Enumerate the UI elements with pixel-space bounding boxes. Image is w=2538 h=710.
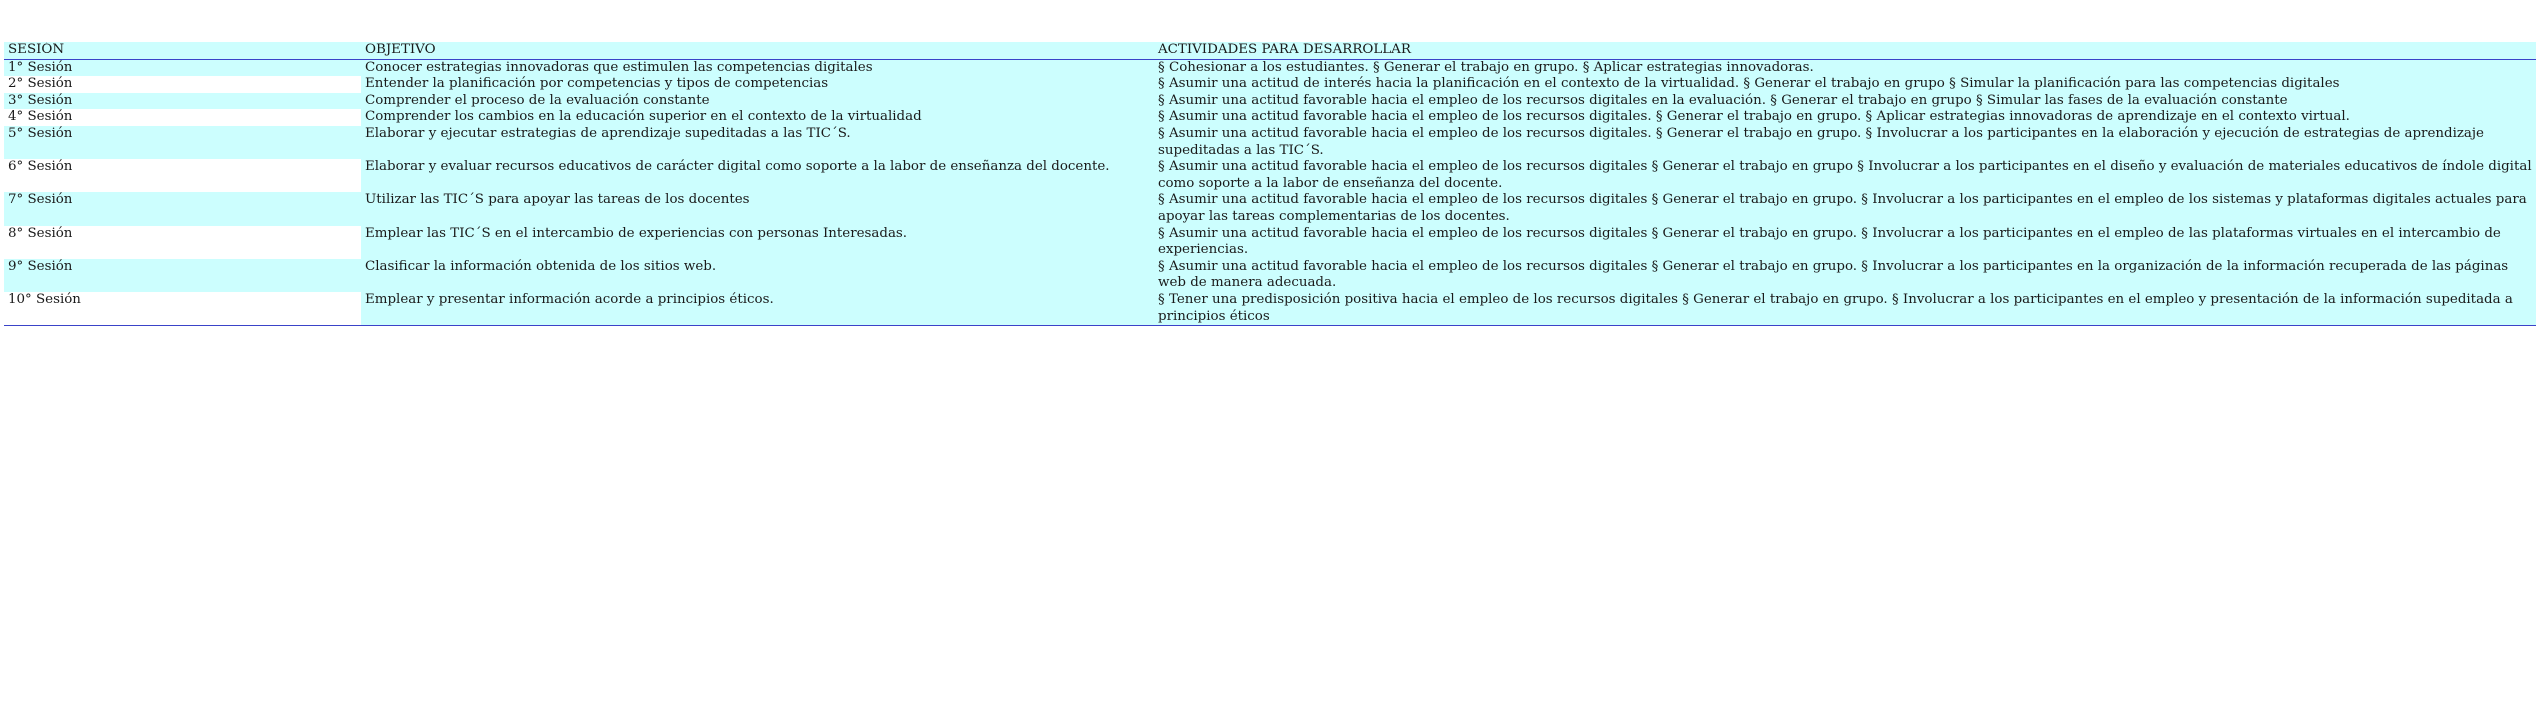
activities-cell: § Asumir una actitud favorable hacia el empleo de los recursos digitales § Generar el trabajo en grupo § Involucrar a los participantes en el diseño y evaluación de materiales educativos de índole digital como soporte a la labor de enseñanza del docente. bbox=[1154, 159, 2536, 192]
session-cell: 2° Sesión bbox=[4, 76, 361, 93]
objective-cell: Utilizar las TIC´S para apoyar las tareas de los docentes bbox=[361, 192, 1154, 225]
session-cell: 5° Sesión bbox=[4, 126, 361, 159]
session-cell: 3° Sesión bbox=[4, 93, 361, 110]
objective-cell: Elaborar y ejecutar estrategias de aprendizaje supeditadas a las TIC´S. bbox=[361, 126, 1154, 159]
table-row bbox=[4, 126, 2536, 159]
session-cell: 10° Sesión bbox=[4, 292, 361, 326]
table-row bbox=[4, 259, 2536, 292]
activities-cell: § Asumir una actitud de interés hacia la planificación en el contexto de la virtualidad. § Generar el trabajo en grupo § Simular la planificación para las competencias digitales bbox=[1154, 76, 2536, 93]
objective-cell: Conocer estrategias innovadoras que estimulen las competencias digitales bbox=[361, 59, 1154, 76]
objective-cell: Elaborar y evaluar recursos educativos de carácter digital como soporte a la labor de enseñanza del docente. bbox=[361, 159, 1154, 192]
session-cell: 6° Sesión bbox=[4, 159, 361, 192]
table-row bbox=[4, 159, 2536, 192]
activities-cell: § Asumir una actitud favorable hacia el empleo de los recursos digitales. § Generar el trabajo en grupo. § Involucrar a los participantes en la elaboración y ejecución de estrategias de aprendizaje supeditadas a las TIC´S. bbox=[1154, 126, 2536, 159]
table-row bbox=[4, 109, 2536, 126]
table-row bbox=[4, 292, 2536, 326]
session-cell: 1° Sesión bbox=[4, 59, 361, 76]
header-session: SESIÓN bbox=[4, 42, 361, 59]
objective-cell: Emplear las TIC´S en el intercambio de experiencias con personas Interesadas. bbox=[361, 226, 1154, 259]
table-row bbox=[4, 76, 2536, 93]
session-cell: 4° Sesión bbox=[4, 109, 361, 126]
table-row bbox=[4, 226, 2536, 259]
activities-cell: § Asumir una actitud favorable hacia el empleo de los recursos digitales en la evaluación. § Generar el trabajo en grupo § Simular las fases de la evaluación constante bbox=[1154, 93, 2536, 110]
activities-cell: § Asumir una actitud favorable hacia el empleo de los recursos digitales § Generar el trabajo en grupo. § Involucrar a los participantes en el empleo de las plataformas virtuales en el intercambio de experiencias. bbox=[1154, 226, 2536, 259]
header-activities: ACTIVIDADES PARA DESARROLLAR bbox=[1154, 42, 2536, 59]
header-objective: OBJETIVO bbox=[361, 42, 1154, 59]
objective-cell: Comprender los cambios en la educación superior en el contexto de la virtualidad bbox=[361, 109, 1154, 126]
sessions-table-container bbox=[4, 42, 2536, 326]
table-header-row bbox=[4, 42, 2536, 59]
activities-cell: § Tener una predisposición positiva hacia el empleo de los recursos digitales § Generar el trabajo en grupo. § Involucrar a los participantes en el empleo y presentación de la información supeditada a principios éticos bbox=[1154, 292, 2536, 326]
table-row bbox=[4, 93, 2536, 110]
activities-cell: § Asumir una actitud favorable hacia el empleo de los recursos digitales § Generar el trabajo en grupo. § Involucrar a los participantes en el empleo de los sistemas y plataformas digitales actuales para apoyar las tareas complementarias de los docentes. bbox=[1154, 192, 2536, 225]
session-cell: 7° Sesión bbox=[4, 192, 361, 225]
activities-cell: § Asumir una actitud favorable hacia el empleo de los recursos digitales § Generar el trabajo en grupo. § Involucrar a los participantes en la organización de la información recuperada de las páginas web de manera adecuada. bbox=[1154, 259, 2536, 292]
activities-cell: § Asumir una actitud favorable hacia el empleo de los recursos digitales. § Generar el trabajo en grupo. § Aplicar estrategias innovadoras de aprendizaje en el contexto virtual. bbox=[1154, 109, 2536, 126]
session-cell: 9° Sesión bbox=[4, 259, 361, 292]
sessions-table bbox=[4, 42, 2536, 326]
objective-cell: Clasificar la información obtenida de los sitios web. bbox=[361, 259, 1154, 292]
session-cell: 8° Sesión bbox=[4, 226, 361, 259]
objective-cell: Comprender el proceso de la evaluación constante bbox=[361, 93, 1154, 110]
table-row bbox=[4, 59, 2536, 76]
objective-cell: Entender la planificación por competencias y tipos de competencias bbox=[361, 76, 1154, 93]
objective-cell: Emplear y presentar información acorde a principios éticos. bbox=[361, 292, 1154, 326]
activities-cell: § Cohesionar a los estudiantes. § Generar el trabajo en grupo. § Aplicar estrategias innovadoras. bbox=[1154, 59, 2536, 76]
table-row bbox=[4, 192, 2536, 225]
